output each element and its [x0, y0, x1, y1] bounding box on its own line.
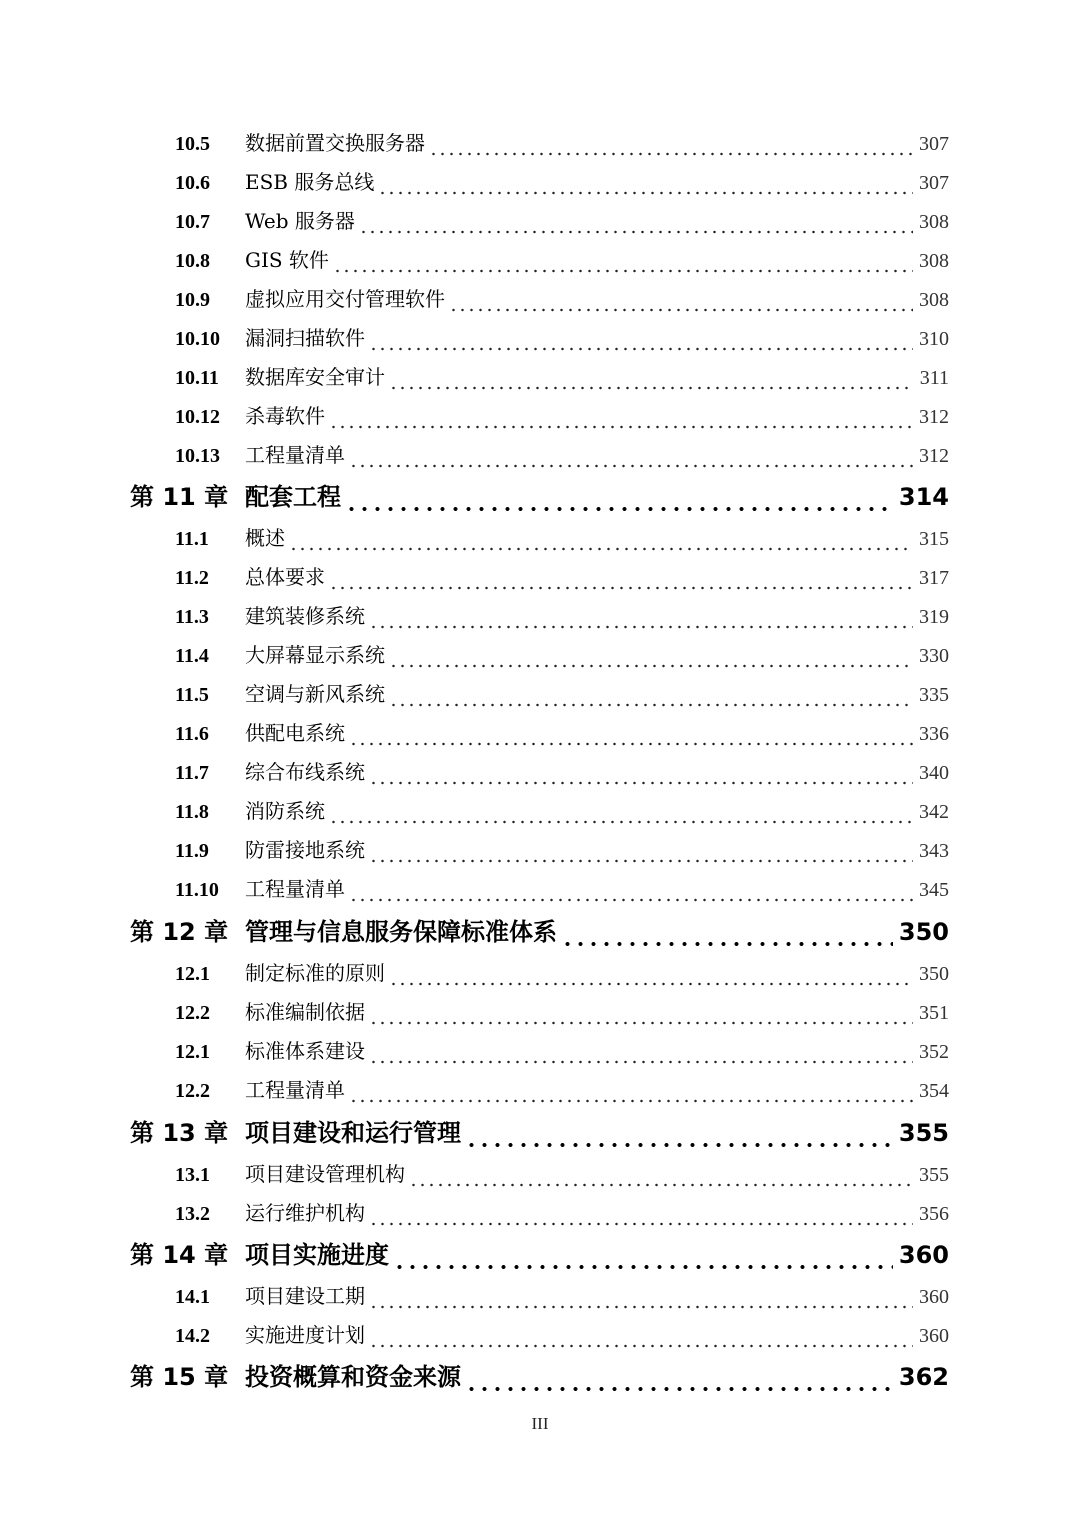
page-number: 319: [919, 606, 949, 628]
section-number: 10.13: [175, 445, 220, 467]
section-number: 12.2: [175, 1080, 210, 1102]
toc-entry: [0, 558, 1080, 597]
dot-leader: [369, 1341, 913, 1355]
section-number: 11.6: [175, 723, 209, 745]
page-number: 342: [919, 801, 949, 823]
toc-chapter-entry: [0, 911, 1080, 953]
chapter-number: 第 13 章: [130, 1119, 229, 1147]
page-number: 360: [898, 1241, 949, 1269]
page-number: 351: [919, 1002, 949, 1024]
page-number: 360: [919, 1286, 949, 1308]
toc-entry: [0, 519, 1080, 558]
section-number: 10.6: [175, 172, 210, 194]
chapter-title: 投资概算和资金来源: [245, 1363, 461, 1391]
dot-leader: [349, 895, 913, 909]
toc-entry: [0, 636, 1080, 675]
section-number: 12.1: [175, 1041, 210, 1063]
dot-leader: [465, 1382, 893, 1398]
page-number: 311: [919, 367, 949, 389]
toc-entry: [0, 163, 1080, 202]
toc-entry: [0, 954, 1080, 993]
page-number: 336: [919, 723, 949, 745]
page-number: 317: [919, 567, 949, 589]
toc-entry: [0, 280, 1080, 319]
section-title: 防雷接地系统: [245, 838, 365, 862]
page-number: 350: [898, 918, 949, 946]
section-number: 13.2: [175, 1203, 210, 1225]
section-number: 14.1: [175, 1286, 210, 1308]
page-number: 355: [898, 1119, 949, 1147]
section-title: 综合布线系统: [245, 760, 365, 784]
section-title: 数据库安全审计: [245, 365, 385, 389]
dot-leader: [389, 661, 913, 675]
toc-entry: [0, 675, 1080, 714]
page-number: 307: [919, 172, 949, 194]
dot-leader: [329, 583, 913, 597]
toc-entry: [0, 831, 1080, 870]
section-number: 12.1: [175, 963, 210, 985]
toc-entry: [0, 993, 1080, 1032]
page-number: 335: [919, 684, 949, 706]
section-title: 工程量清单: [245, 877, 345, 901]
section-title: 漏洞扫描软件: [245, 326, 365, 350]
dot-leader: [378, 188, 913, 202]
section-number: 12.2: [175, 1002, 210, 1024]
toc-chapter-entry: [0, 1356, 1080, 1398]
page-number: 308: [919, 289, 949, 311]
chapter-number: 第 11 章: [130, 483, 229, 511]
section-title: 标准编制依据: [245, 1000, 365, 1024]
dot-leader: [333, 266, 913, 280]
section-title: 概述: [245, 526, 285, 550]
dot-leader: [359, 227, 913, 241]
section-title: 虚拟应用交付管理软件: [245, 287, 445, 311]
toc-entry: [0, 202, 1080, 241]
section-number: 10.12: [175, 406, 220, 428]
dot-leader: [289, 544, 913, 558]
dot-leader: [329, 422, 913, 436]
chapter-title: 配套工程: [245, 483, 341, 511]
toc-entry: [0, 1194, 1080, 1233]
dot-leader: [389, 383, 914, 397]
section-number: 11.9: [175, 840, 209, 862]
section-title: 消防系统: [245, 799, 325, 823]
page-number: 350: [919, 963, 949, 985]
dot-leader: [369, 344, 913, 358]
dot-leader: [349, 461, 913, 475]
section-title: Web 服务器: [245, 209, 355, 233]
section-title: 实施进度计划: [245, 1323, 365, 1347]
toc-entry: [0, 1277, 1080, 1316]
toc-chapter-entry: [0, 1112, 1080, 1154]
page-number: 356: [919, 1203, 949, 1225]
dot-leader: [369, 778, 913, 792]
section-number: 11.2: [175, 567, 209, 589]
page-number: 315: [919, 528, 949, 550]
page-number: 330: [919, 645, 949, 667]
page-number: 307: [919, 133, 949, 155]
section-title: 空调与新风系统: [245, 682, 385, 706]
section-title: 工程量清单: [245, 443, 345, 467]
page-number: 354: [919, 1080, 949, 1102]
section-title: 数据前置交换服务器: [245, 131, 425, 155]
section-title: 运行维护机构: [245, 1201, 365, 1225]
chapter-title: 管理与信息服务保障标准体系: [245, 918, 557, 946]
dot-leader: [369, 1018, 913, 1032]
toc-entry: [0, 870, 1080, 909]
chapter-number: 第 15 章: [130, 1363, 229, 1391]
toc-entry: [0, 792, 1080, 831]
dot-leader: [429, 149, 913, 163]
toc-entry: [0, 124, 1080, 163]
section-number: 11.3: [175, 606, 209, 628]
page-number: 345: [919, 879, 949, 901]
section-title: 制定标准的原则: [245, 961, 385, 985]
page-number: 312: [919, 406, 949, 428]
dot-leader: [465, 1138, 893, 1154]
section-number: 14.2: [175, 1325, 210, 1347]
section-title: GIS 软件: [245, 248, 329, 272]
dot-leader: [449, 305, 913, 319]
section-title: 总体要求: [245, 565, 325, 589]
section-number: 11.5: [175, 684, 209, 706]
chapter-number: 第 14 章: [130, 1241, 229, 1269]
toc-chapter-entry: [0, 476, 1080, 518]
section-title: 工程量清单: [245, 1078, 345, 1102]
dot-leader: [561, 937, 893, 953]
section-title: 项目建设管理机构: [245, 1162, 405, 1186]
section-number: 10.7: [175, 211, 210, 233]
page-number: 343: [919, 840, 949, 862]
section-number: 10.11: [175, 367, 219, 389]
toc-entry: [0, 1155, 1080, 1194]
section-number: 11.7: [175, 762, 209, 784]
dot-leader: [369, 1057, 913, 1071]
toc-entry: [0, 753, 1080, 792]
dot-leader: [349, 1096, 913, 1110]
section-number: 10.9: [175, 289, 210, 311]
dot-leader: [349, 739, 913, 753]
page-number: 310: [919, 328, 949, 350]
dot-leader: [369, 1219, 913, 1233]
dot-leader: [369, 856, 913, 870]
toc-entry: [0, 597, 1080, 636]
section-number: 10.5: [175, 133, 210, 155]
dot-leader: [369, 1302, 913, 1316]
section-title: 杀毒软件: [245, 404, 325, 428]
dot-leader: [329, 817, 913, 831]
dot-leader: [389, 700, 913, 714]
section-title: 项目建设工期: [245, 1284, 365, 1308]
section-title: 供配电系统: [245, 721, 345, 745]
page-number: 308: [919, 211, 949, 233]
dot-leader: [389, 979, 913, 993]
section-number: 10.8: [175, 250, 210, 272]
toc-entry: [0, 397, 1080, 436]
section-number: 11.8: [175, 801, 209, 823]
toc-entry: [0, 358, 1080, 397]
dot-leader: [345, 502, 893, 518]
dot-leader: [409, 1180, 913, 1194]
page-number: 355: [919, 1164, 949, 1186]
page-number: 312: [919, 445, 949, 467]
toc-entry: [0, 1071, 1080, 1110]
toc-entry: [0, 319, 1080, 358]
toc-entry: [0, 436, 1080, 475]
page-number: 352: [919, 1041, 949, 1063]
section-number: 11.1: [175, 528, 209, 550]
chapter-title: 项目建设和运行管理: [245, 1119, 461, 1147]
toc-chapter-entry: [0, 1234, 1080, 1276]
section-number: 11.10: [175, 879, 219, 901]
page-number: 314: [898, 483, 949, 511]
toc-entry: [0, 1032, 1080, 1071]
section-number: 10.10: [175, 328, 220, 350]
section-number: 13.1: [175, 1164, 210, 1186]
page-number: 340: [919, 762, 949, 784]
toc-entry: [0, 241, 1080, 280]
section-title: 标准体系建设: [245, 1039, 365, 1063]
page-number: 362: [898, 1363, 949, 1391]
dot-leader: [393, 1260, 893, 1276]
toc-entry: [0, 714, 1080, 753]
section-title: 大屏幕显示系统: [245, 643, 385, 667]
section-number: 11.4: [175, 645, 209, 667]
section-title: 建筑装修系统: [245, 604, 365, 628]
chapter-number: 第 12 章: [130, 918, 229, 946]
chapter-title: 项目实施进度: [245, 1241, 389, 1269]
page-number: 308: [919, 250, 949, 272]
page-footer-number: III: [531, 1414, 549, 1433]
section-title: ESB 服务总线: [245, 170, 375, 194]
page-number: 360: [919, 1325, 949, 1347]
toc-entry: [0, 1316, 1080, 1355]
dot-leader: [369, 622, 913, 636]
